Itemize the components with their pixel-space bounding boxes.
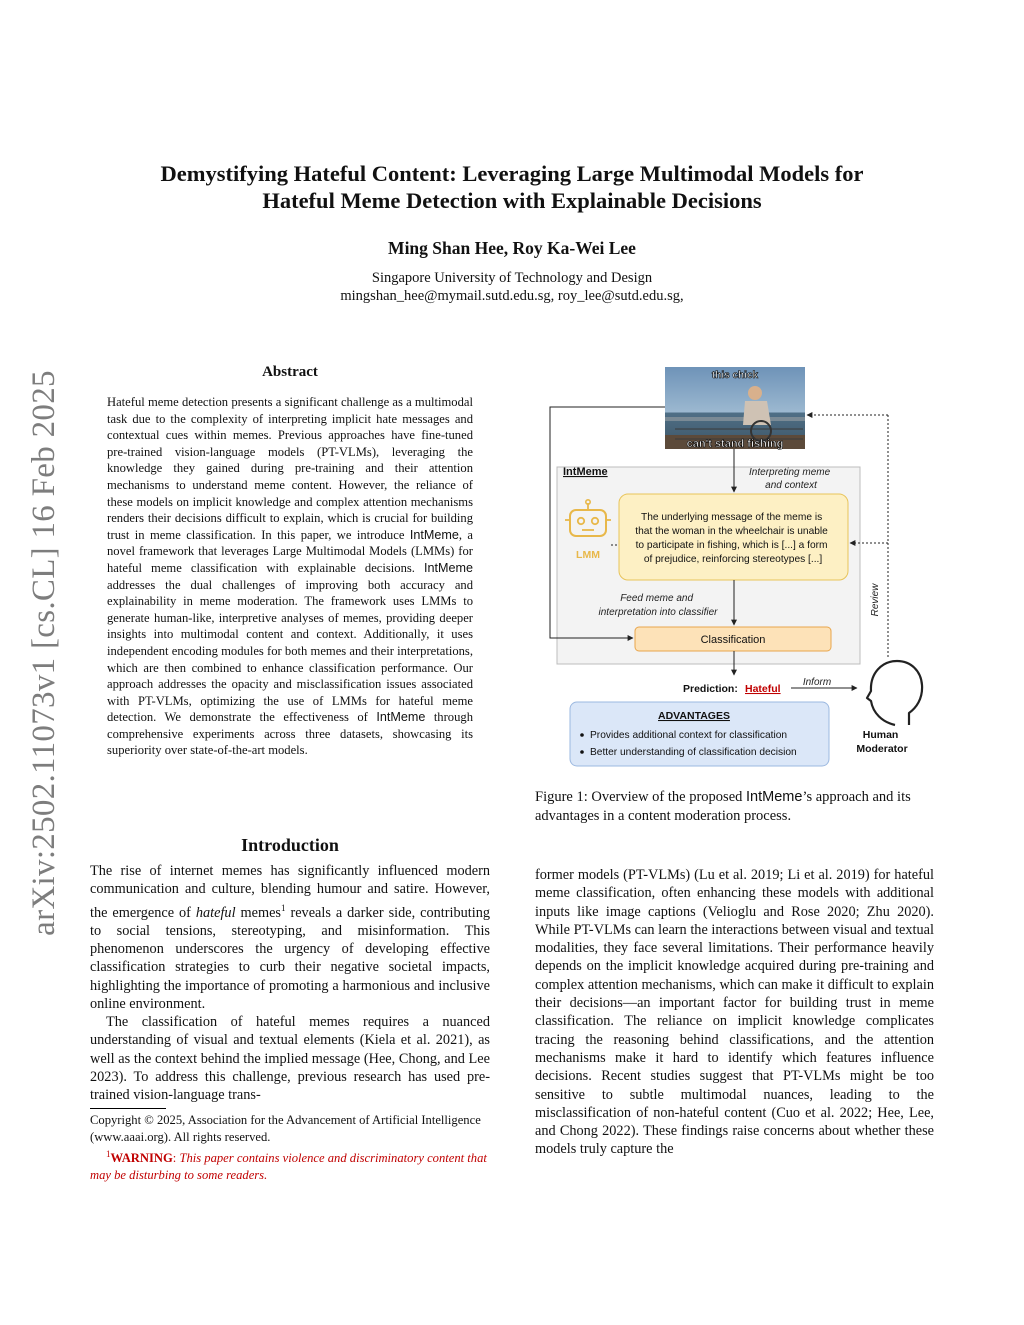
human-moderator-label: Human Moderator (856, 729, 908, 755)
figure-caption (535, 788, 934, 825)
intmeme-panel-label: IntMeme (563, 466, 608, 478)
human-moderator-icon (867, 661, 922, 725)
intro-paragraph-1 (90, 862, 490, 1013)
footnote-mark: 1 (106, 1148, 111, 1159)
figure-1-diagram (535, 365, 935, 770)
abstract-text-4: through comprehensive experiments across three datasets, showcasing its superiority over state-of-the-art models. (107, 710, 473, 758)
footnote-ref[interactable]: 1 (281, 902, 286, 913)
warning-text: This paper contains violence and discriminatory content that may be disturbing to some readers. (90, 1150, 487, 1182)
footnotes (90, 1112, 490, 1183)
lmm-label: LMM (576, 549, 600, 561)
intro-text: reveals a darker side, contributing to social tensions, stereotyping, and misinformation. This phenomenon underscores the urgency of developing effective classification strategies to curb their negative societal impacts, highlighting the importance of promoting a harmonious and inclusive online environment. (90, 904, 490, 1012)
title-line-2: Hateful Meme Detection with Explainable Decisions (262, 188, 762, 213)
caption-text: ’s approach and its advantages in a content moderation process. (535, 789, 911, 824)
caption-framework-name: IntMeme (746, 789, 803, 805)
bullet-icon (580, 750, 584, 754)
feed-note: Feed meme and interpretation into classifier (598, 593, 718, 618)
abstract-text-3: addresses the dual challenges of improving both accuracy and explainability in meme moderation. The framework uses LMMs to generate human-like, interpretive analyses of memes, providing deeper insights into multimodal content and context. Additionally, it uses independent encoding modules for both memes and their interpretations, which are then combined to enhance classification performance. Our approach addresses the opacity and misclassification issues associated with PT-VLMs, optimizing the use of LMMs for hateful meme detection. We demonstrate the effectiveness of (107, 577, 473, 725)
copyright-note: Copyright © 2025, Association for the Advancement of Artificial Intelligence (www.aaai.org). All rights reserved. (90, 1113, 481, 1144)
prediction-label: Prediction: (683, 683, 738, 695)
intro-paragraph-2: The classification of hateful memes requires a nuanced understanding of visual and textual elements (Kiela et al. 2021), as well as the context behind the implied message (Hee, Chong, and Lee 2023). To address this challenge, previous research has used pre-trained vision-language trans- (90, 1014, 490, 1104)
meme-image (665, 367, 805, 450)
bullet-icon (580, 733, 584, 737)
right-column-body: former models (PT-VLMs) (Lu et al. 2019; Li et al. 2019) for hateful meme classification, often enhancing these models with additional inputs like image captions (Velioglu and Rose 2020; Zhu 2020). While PT-VLMs can learn the interactions between visual and textual modalities, they face several limitations. Their performance heavily depends on the implicit knowledge acquired during pre-training and complex attention mechanisms, which can make it difficult to explain their decisions—an important factor for building trust in meme classification. The reliance on implicit knowledge complicates tracing the reasoning behind classifications, and the attention mechanisms make it hard to identify which features influence decisions. Recent studies suggest that PT-VLMs might be too sensitive to subtle multimodal nuances, leading to the misclassification of non-hateful content (Cuo et al. 2022; Hee, Lee, and Chong 2022). These findings raise concerns about whether these models truly capture the (535, 867, 934, 1158)
abstract-text-1: Hateful meme detection presents a significant challenge as a multimodal task due to the complexity of interpreting implicit hate messages and contextual cues within memes. Previous approaches have fine-tuned pre-trained vision-language models (PT-VLMs), leveraging the knowledge they gained during pre-training and their attention mechanisms to understand meme content. However, the reliance of these models on implicit knowledge and complex attention mechanisms renders their decisions difficult to explain, which is crucial for building trust in meme classification. In this paper, we introduce (107, 395, 473, 542)
abstract-body (107, 394, 473, 759)
emails: mingshan_hee@mymail.sutd.edu.sg, roy_lee@sutd.edu.sg, (340, 288, 684, 304)
arxiv-stamp: arXiv:2502.11073v1 [cs.CL] 16 Feb 2025 (26, 370, 62, 936)
footnote-divider (90, 1108, 166, 1109)
caption-text: Figure 1: Overview of the proposed (535, 789, 743, 805)
advantages-title: ADVANTAGES (658, 710, 730, 722)
advantage-item: Provides additional context for classification (590, 730, 788, 741)
classification-label: Classification (700, 634, 766, 646)
interpreting-note: Interpreting meme and context (749, 467, 831, 491)
warning-footnote: $^1$WARNING: This paper contains violence and discriminatory content that may be disturbing to some readers. (90, 1148, 487, 1182)
affiliation-block (0, 269, 1024, 305)
introduction-heading: Introduction (241, 835, 339, 855)
interpretation-text: The underlying message of the meme is that the woman in the wheelchair is unable to participate in fishing, which is [...] a form of prejudice, reinforcing stereotypes [...] (635, 512, 828, 565)
affiliation: Singapore University of Technology and Design (371, 270, 653, 286)
advantage-item: Better understanding of classification decision (590, 747, 797, 758)
review-note: Review (870, 583, 881, 617)
meme-bottom-text: can't stand fishing (686, 438, 784, 450)
intro-text: memes (240, 904, 281, 921)
abstract-text-2: , a novel framework that leverages Large Multimodal Models (LMMs) for hateful meme classification with explainable decisions. (107, 527, 473, 575)
paper-title (80, 160, 944, 214)
framework-name: IntMeme (424, 560, 473, 575)
title-line-1: Demystifying Hateful Content: Leveraging Large Multimodal Models for (160, 161, 864, 186)
prediction-value: Hateful (745, 683, 781, 695)
intro-text: The rise of internet memes has significantly influenced modern communication and culture, blending humour and satire. However, the emergence of (90, 863, 490, 921)
inform-note: Inform (802, 677, 832, 688)
framework-name: IntMeme (376, 710, 426, 725)
warning-label: WARNING (110, 1150, 173, 1165)
intro-emphasis: hateful (195, 904, 236, 921)
introduction-body (90, 862, 490, 1105)
abstract-heading: Abstract (262, 364, 318, 380)
authors: Ming Shan Hee, Roy Ka-Wei Lee (388, 238, 636, 258)
meme-top-text: this chick (711, 370, 759, 381)
interpretation-box (619, 494, 848, 580)
framework-name: IntMeme (409, 527, 459, 542)
